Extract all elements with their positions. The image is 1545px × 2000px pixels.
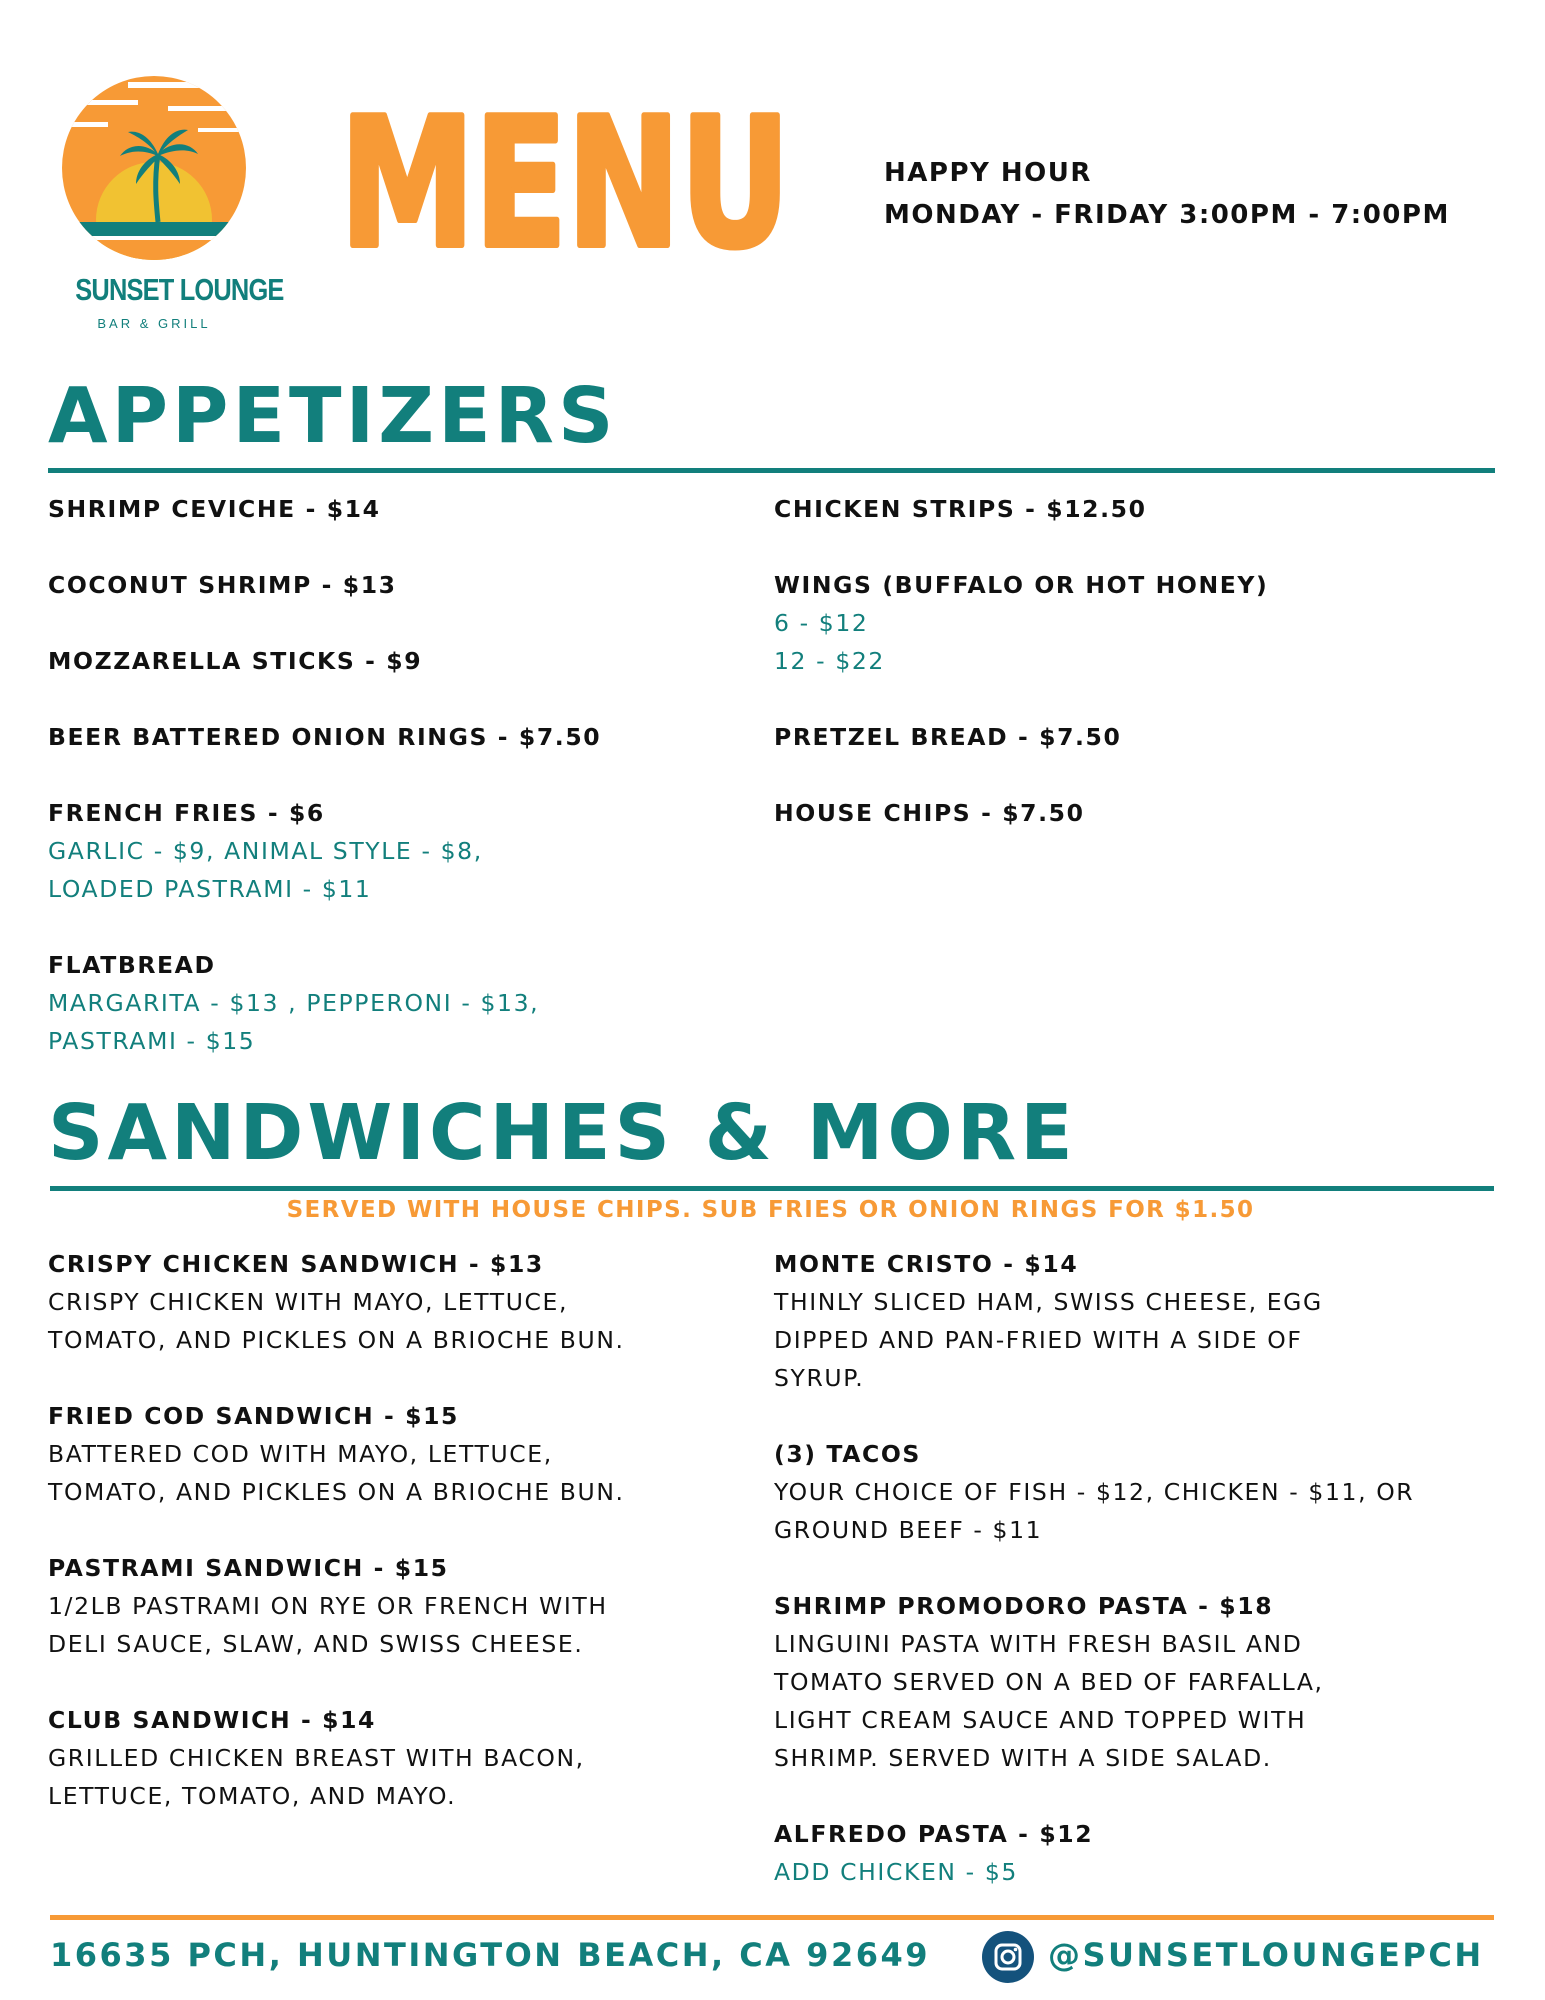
item-spacer [48, 756, 748, 794]
menu-item [48, 642, 748, 680]
menu-item-name: COCONUT SHRIMP - $13 [48, 571, 397, 599]
menu-item-name: (3) TACOS [774, 1440, 921, 1468]
menu-item-description: LETTUCE, TOMATO, AND MAYO. [48, 1782, 457, 1810]
menu-item [48, 566, 748, 604]
sunset-palm-icon [58, 72, 250, 272]
menu-item-description: CRISPY CHICKEN WITH MAYO, LETTUCE, [48, 1288, 569, 1316]
menu-item-description: YOUR CHOICE OF FISH - $12, CHICKEN - $11, OR [774, 1478, 1415, 1506]
menu-item-name: ALFREDO PASTA - $12 [774, 1820, 1094, 1848]
instagram-glyph-icon [982, 1931, 1034, 1983]
sandwiches-heading: SANDWICHES & MORE [48, 1089, 1077, 1178]
appetizers-left-column [48, 490, 748, 1060]
menu-item-name: WINGS (BUFFALO OR HOT HONEY) [774, 571, 1269, 599]
item-spacer [48, 528, 748, 566]
menu-item-option: GARLIC - $9, ANIMAL STYLE - $8, [48, 837, 483, 865]
item-spacer [774, 1549, 1495, 1587]
menu-item-name: SHRIMP CEVICHE - $14 [48, 495, 381, 523]
menu-item-description: DIPPED AND PAN-FRIED WITH A SIDE OF [774, 1326, 1303, 1354]
menu-item-name: CHICKEN STRIPS - $12.50 [774, 495, 1147, 523]
item-spacer [774, 528, 1474, 566]
menu-item-name: PRETZEL BREAD - $7.50 [774, 723, 1122, 751]
menu-item-name: MOZZARELLA STICKS - $9 [48, 647, 423, 675]
menu-item-option: PASTRAMI - $15 [48, 1027, 256, 1055]
menu-item [774, 794, 1474, 832]
menu-item-description: GRILLED CHICKEN BREAST WITH BACON, [48, 1744, 585, 1772]
item-spacer [48, 1663, 728, 1701]
menu-item-name: HOUSE CHIPS - $7.50 [774, 799, 1085, 827]
menu-item [774, 490, 1474, 528]
menu-item-name: PASTRAMI SANDWICH - $15 [48, 1554, 449, 1582]
footer-address: 16635 PCH, HUNTINGTON BEACH, CA 92649 [50, 1936, 930, 1974]
menu-item [48, 490, 748, 528]
menu-item-description: TOMATO, AND PICKLES ON A BRIOCHE BUN. [48, 1478, 625, 1506]
menu-item-name: CRISPY CHICKEN SANDWICH - $13 [48, 1250, 544, 1278]
item-spacer [774, 680, 1474, 718]
menu-item-description: TOMATO SERVED ON A BED OF FARFALLA, [774, 1668, 1324, 1696]
happy-hour-times: MONDAY - FRIDAY 3:00PM - 7:00PM [884, 200, 1450, 230]
menu-item-description: BATTERED COD WITH MAYO, LETTUCE, [48, 1440, 553, 1468]
menu-item-description: THINLY SLICED HAM, SWISS CHEESE, EGG [774, 1288, 1323, 1316]
brand-name: SUNSET LOUNGE [75, 272, 284, 307]
menu-item-name: FLATBREAD [48, 951, 216, 979]
menu-item [774, 1245, 1495, 1397]
menu-item [774, 1587, 1495, 1777]
brand-logo [58, 72, 284, 340]
menu-item [48, 946, 748, 1060]
footer-divider [50, 1915, 1494, 1920]
menu-item-option: 12 - $22 [774, 647, 885, 675]
item-spacer [774, 1777, 1495, 1815]
menu-item [48, 1245, 728, 1359]
item-spacer [48, 680, 748, 718]
item-spacer [774, 756, 1474, 794]
menu-item-name: FRIED COD SANDWICH - $15 [48, 1402, 459, 1430]
sandwiches-right-column [774, 1245, 1495, 1891]
item-spacer [48, 908, 748, 946]
menu-title [340, 80, 800, 287]
menu-item [48, 718, 748, 756]
item-spacer [774, 1397, 1495, 1435]
menu-item-description: SHRIMP. SERVED WITH A SIDE SALAD. [774, 1744, 1272, 1772]
menu-item-option: ADD CHICKEN - $5 [774, 1858, 1018, 1886]
menu-item-option: LOADED PASTRAMI - $11 [48, 875, 372, 903]
menu-item-name: CLUB SANDWICH - $14 [48, 1706, 376, 1734]
menu-item-option: MARGARITA - $13 , PEPPERONI - $13, [48, 989, 540, 1017]
menu-item [48, 1701, 728, 1815]
happy-hour-block [884, 152, 1450, 236]
menu-item-description: TOMATO, AND PICKLES ON A BRIOCHE BUN. [48, 1326, 625, 1354]
menu-item-option: 6 - $12 [774, 609, 869, 637]
item-spacer [48, 604, 748, 642]
menu-item [774, 1435, 1495, 1549]
menu-item-description: SYRUP. [774, 1364, 865, 1392]
menu-item-name: FRENCH FRIES - $6 [48, 799, 325, 827]
happy-hour-label: HAPPY HOUR [884, 158, 1092, 188]
menu-item [774, 566, 1474, 680]
menu-item-description: DELI SAUCE, SLAW, AND SWISS CHEESE. [48, 1630, 584, 1658]
appetizers-divider [48, 468, 1495, 473]
brand-tagline: BAR & GRILL [97, 316, 211, 331]
appetizers-right-column [774, 490, 1474, 832]
instagram-icon[interactable] [982, 1931, 1034, 1983]
menu-item-description: 1/2LB PASTRAMI ON RYE OR FRENCH WITH [48, 1592, 608, 1620]
menu-item-description: LINGUINI PASTA WITH FRESH BASIL AND [774, 1630, 1303, 1658]
menu-item [774, 1815, 1495, 1891]
menu-item-description: GROUND BEEF - $11 [774, 1516, 1043, 1544]
item-spacer [48, 1511, 728, 1549]
menu-item-name: MONTE CRISTO - $14 [774, 1250, 1079, 1278]
item-spacer [48, 1359, 728, 1397]
menu-item-description: LIGHT CREAM SAUCE AND TOPPED WITH [774, 1706, 1307, 1734]
menu-item [48, 1549, 728, 1663]
appetizers-heading: APPETIZERS [48, 372, 618, 461]
instagram-handle[interactable]: @SUNSETLOUNGEPCH [1048, 1936, 1484, 1974]
menu-item-name: BEER BATTERED ONION RINGS - $7.50 [48, 723, 602, 751]
menu-item [774, 718, 1474, 756]
sandwiches-left-column [48, 1245, 728, 1815]
menu-title-text: MENU [340, 80, 790, 287]
menu-item-name: SHRIMP PROMODORO PASTA - $18 [774, 1592, 1274, 1620]
served-note: SERVED WITH HOUSE CHIPS. SUB FRIES OR ONION RINGS FOR $1.50 [286, 1197, 1255, 1223]
sandwiches-divider [50, 1186, 1494, 1191]
menu-item [48, 1397, 728, 1511]
menu-item [48, 794, 748, 908]
